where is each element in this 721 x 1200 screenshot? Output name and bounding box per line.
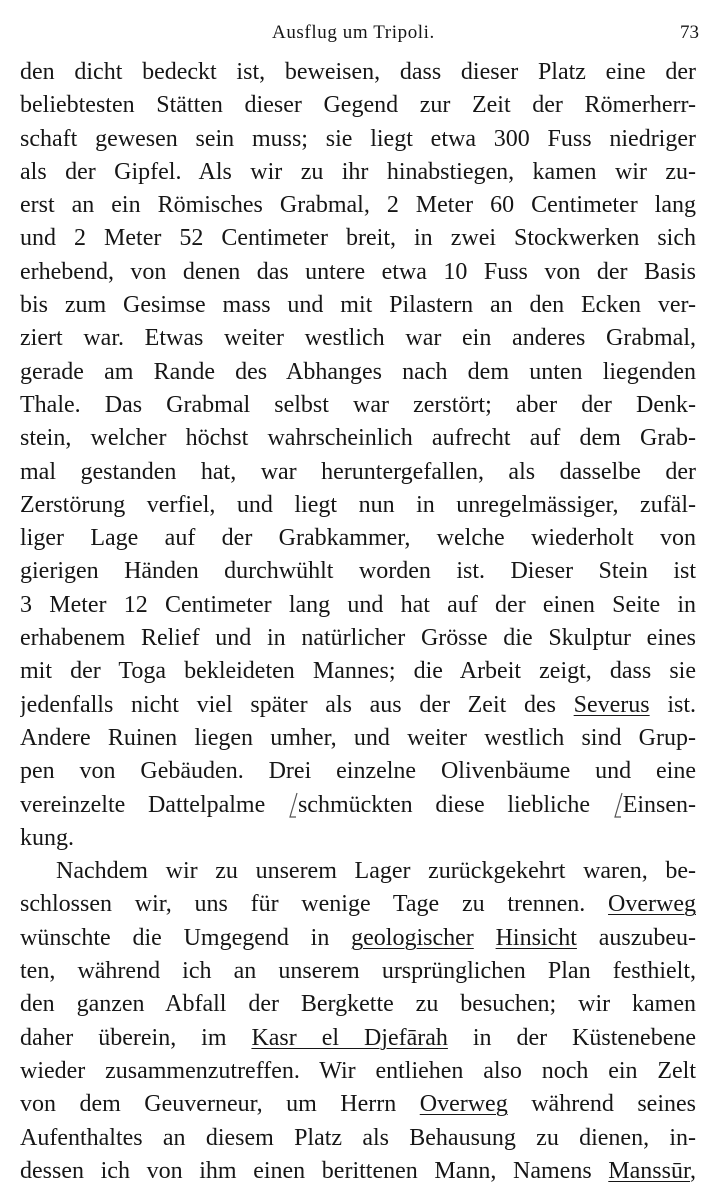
text-line: stein, welcher höchst wahrscheinlich aufrecht auf dem Grab- [20,425,696,452]
underlined-word-hinsicht: Hinsicht [495,924,577,951]
text-line: Zerstörung verfiel, und liegt nun in unregelmässiger, zufäl- [20,491,696,518]
text-line: pen von Gebäuden. Drei einzelne Olivenbäume und eine [20,758,696,785]
text-line: liger Lage auf der Grabkammer, welche wiederholt von [20,525,696,552]
text-line: erhebend, von denen das untere etwa 10 Fuss von der Basis [20,258,696,285]
text-line: ten, während ich an unserem ursprünglichen Plan festhielt, [20,958,696,985]
underlined-name-severus: Severus [573,691,650,718]
text-segment: jedenfalls nicht viel später als aus der Zeit des [20,691,574,718]
text-line: wieder zusammenzutreffen. Wir entliehen also noch ein Zelt [20,1057,696,1084]
text-line: bis zum Gesimse mass und mit Pilastern an den Ecken ver- [20,292,696,319]
text-line: als der Gipfel. Als wir zu ihr hinabstiegen, kamen wir zu- [20,158,696,185]
text-segment [474,925,496,951]
text-segment: , [690,1157,696,1184]
text-line: mit der Toga bekleideten Mannes; die Arbeit zeigt, dass sie [20,658,696,685]
text-line: den ganzen Abfall der Bergkette zu besuchen; wir kamen [20,991,696,1018]
text-segment: während seines [507,1091,696,1118]
text-segment: von dem Geuverneur, um Herrn [20,1091,420,1118]
running-head [0,22,721,52]
text-line: schaft gewesen sein muss; sie liegt etwa 300 Fuss niedriger [20,125,696,152]
paragraph-2 [20,855,696,1188]
text-line: gierigen Händen durchwühlt worden ist. Dieser Stein ist [20,558,696,585]
text-line: und 2 Meter 52 Centimeter breit, in zwei Stockwerken sich [20,225,696,252]
text-line [20,888,696,921]
text-line: Nachdem wir zu unserem Lager zurückgekehrt waren, be- [56,858,696,885]
text-line: erst an ein Römisches Grabmal, 2 Meter 60 Centimeter lang [20,192,696,219]
text-line [20,922,696,955]
text-line: 3 Meter 12 Centimeter lang und hat auf der einen Seite in [20,591,696,618]
underlined-name-manssur: Manssūr [608,1157,690,1184]
text-segment: dessen ich von ihm einen berittenen Mann, Namens [20,1157,609,1184]
text-line [20,1022,696,1055]
text-line: Aufenthaltes an diesem Platz als Behausung zu dienen, in- [20,1124,696,1151]
text-segment: schmückten diese liebliche [297,791,613,818]
text-line [20,1088,696,1121]
text-line: gerade am Rande des Abhanges nach dem unten liegenden [20,358,696,385]
text-line: mal gestanden hat, war heruntergefallen, als dasselbe der [20,458,696,485]
text-line [20,789,696,822]
text-segment: schlossen wir, uns für wenige Tage zu trennen. [20,891,609,918]
text-line [20,689,696,722]
text-segment: Einsen- [622,791,696,818]
body-text [20,56,696,1188]
text-line: erhabenem Relief und in natürlicher Grösse die Skulptur eines [20,625,696,652]
page-number: 73 [680,22,699,43]
slash-insertion-mark-icon [288,792,298,820]
text-segment: daher überein, im [20,1024,252,1051]
text-line: kung. [20,824,74,851]
text-segment: vereinzelte Dattelpalme [20,791,288,818]
text-line: den dicht bedeckt ist, beweisen, dass dieser Platz eine der [20,59,696,85]
underlined-place-kasr-el-djefarah: Kasr el Djefārah [251,1024,448,1051]
slash-insertion-mark-icon [613,792,623,820]
underlined-name-overweg: Overweg [608,891,696,918]
text-segment: auszubeu- [576,924,696,951]
text-segment: ist. [649,691,696,718]
paragraph-1 [20,56,696,855]
text-segment: in der Küstenebene [447,1024,696,1051]
text-segment: wünschte die Umgegend in [20,924,352,951]
underlined-name-overweg: Overweg [419,1091,508,1118]
underlined-word-geologischer: geologischer [351,924,474,951]
text-line: ziert war. Etwas weiter westlich war ein anderes Grabmal, [20,325,696,352]
text-line: beliebtesten Stätten dieser Gegend zur Zeit der Römerherr- [20,92,696,119]
text-line: Thale. Das Grabmal selbst war zerstört; aber der Denk- [20,391,696,418]
running-head-title: Ausflug um Tripoli. [272,22,435,43]
text-line [20,1155,696,1188]
text-line: Andere Ruinen liegen umher, und weiter westlich sind Grup- [20,724,696,751]
